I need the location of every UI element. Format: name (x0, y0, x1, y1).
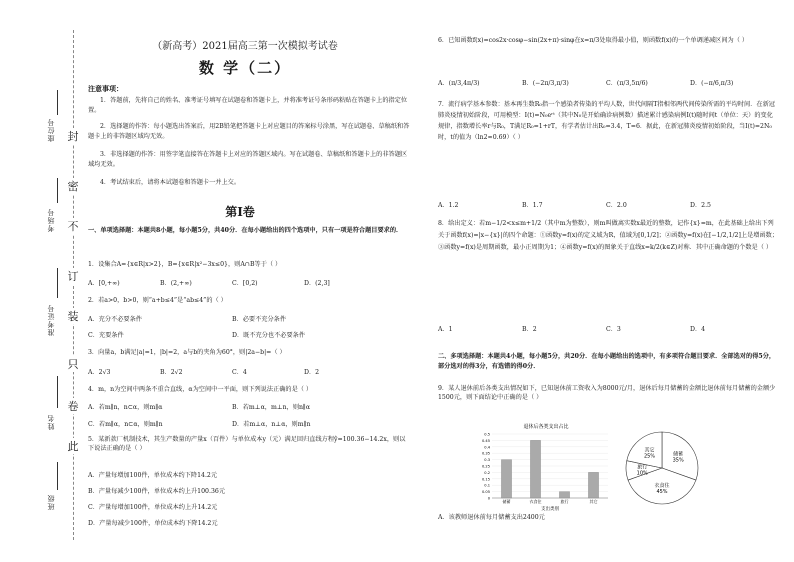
option-a: A．[0,+∞) (88, 280, 120, 287)
x-tick-label: 旅行 (560, 499, 569, 504)
y-tick-label: 0 (487, 496, 490, 501)
option-a: A．2√3 (88, 369, 111, 376)
chart-xlabel: 支出类别 (541, 507, 559, 512)
binding-dashed-line (73, 30, 74, 540)
x-tick-label: 衣食住 (529, 499, 542, 504)
y-tick-label: 0.35 (481, 451, 490, 456)
option-b: B．若m⊥α，m⊥n，则n∥α (232, 404, 311, 411)
y-tick-label: 0.5 (484, 432, 490, 437)
question-stem: 9．某人退休前后各类支出情况如下，已知退休前工资收入为8000元/月，退休后每月储蓄的金额比退休前每月储蓄的金额少1500元，则下面结论中正确的是（ ） (438, 385, 776, 402)
y-tick-label: 0.1 (484, 483, 490, 488)
y-tick-label: 0.15 (481, 477, 490, 482)
y-tick-label: 0.45 (481, 438, 490, 443)
pie-slice-label: 衣食住 (654, 482, 670, 489)
exam-subject: 数 学（二） (198, 59, 292, 77)
question-stem: 4．m，n为空间中两条不重合直线，α为空间中一平面，则下列说法正确的是（ ） (88, 386, 313, 393)
option-c: C．3 (606, 326, 621, 333)
y-tick-label: 0.05 (481, 490, 490, 495)
question-stem: 3．向量a，b满足|a|=1，|b|=2，a与b的夹角为60°，则|2a−b|=（ ） (88, 349, 286, 356)
option-c: C．若m∥α，n⊂α，则m∥n (88, 421, 163, 428)
option-c: C．产量每增加100件，单位成本约上升14.2元 (88, 504, 218, 511)
y-tick-label: 0.2 (484, 470, 490, 475)
y-tick-label: 0.25 (481, 464, 490, 469)
option-d: D．若m⊥α，n⊥α，则m∥n (232, 421, 311, 428)
section-juan-heading: 第Ⅰ卷 (225, 205, 255, 219)
option-b: B．2 (522, 326, 537, 333)
option-a: A．产量每增加100件，单位成本约下降14.2元 (88, 472, 218, 479)
seal-char: 订 (63, 268, 83, 284)
section2-heading: 二、多项选择题：本题共4小题，每小题5分，共20分．在每小题给出的选项中，有多项符合题目要求．全部选对的得5分，部分选对的得3分，有选错的得0分． (438, 353, 776, 370)
question-stem: 2．若a>0，b>0，则“a+b≤4”是“ab≤4”的（ ） (88, 297, 227, 304)
field-line (57, 376, 58, 408)
option-b: B．(−2π/3,π/3) (522, 80, 569, 87)
x-tick-label: 储蓄 (502, 499, 511, 504)
pie-slice-label: 旅行 (637, 464, 648, 471)
field-admission-ticket: 准考证号 (47, 304, 55, 336)
note-item: 2．选择题的作答：每小题选出答案后，用2B铅笔把答题卡上对应题目的答案标号涂黑，写在试题卷、草稿纸和答题卡上的非答题区域均无效。 (88, 123, 410, 140)
bar (588, 472, 598, 498)
seal-char: 密 (63, 178, 83, 194)
option-a: A．该教师退休前每月储蓄支出2400元 (438, 514, 545, 521)
option-c: C．(π/3,5π/6) (606, 80, 648, 87)
option-d: D．既不充分也不必要条件 (232, 332, 306, 339)
notes-heading: 注意事项： (88, 84, 123, 93)
option-b: B．(2,+∞) (160, 280, 192, 287)
option-d: D．(2,3] (304, 280, 330, 287)
question-stem: 5．某新款厂机制技术，其生产数量的产量x（百件）与单位成本y（元）满足回归直线方程ŷ=100.36−14.2x，则以下说法正确的是（ ） (88, 436, 406, 453)
field-class: 班级 (47, 494, 55, 510)
x-tick-label: 其它 (589, 499, 598, 504)
field-line (57, 268, 58, 298)
seal-char: 只 (63, 356, 83, 372)
field-line (57, 90, 58, 115)
option-d: D．4 (690, 326, 706, 333)
seal-char: 封 (63, 128, 83, 144)
exam-title: （新高考）2021届高三第一次模拟考试卷 (152, 41, 338, 52)
option-b: B．必要不充分条件 (232, 316, 287, 323)
bar (559, 492, 569, 498)
note-item: 4．考试结束后，请将本试题卷和答题卡一并上交。 (100, 179, 241, 186)
option-d: D．2 (304, 369, 320, 376)
binding-margin (0, 0, 82, 562)
field-exam-room: 考场号 (47, 208, 55, 232)
option-b: B．2√2 (160, 369, 183, 376)
option-a: A．若m∥n，n⊂α，则m∥α (88, 404, 163, 411)
bar-chart (468, 420, 618, 512)
seal-char: 装 (63, 308, 83, 324)
question-stem: 8．给出定义：若m−1/2<x≤m+1/2（其中m为整数），则m叫做离实数x最近的整数，记作{x}=m，在此基础上给出下列关于函数f(x)=|x−{x}|的四个命题：①函数y=f(x)的定义域为R，值域为[0,1/2]；②函数y=f(x)在[−1/2,1/2]上是增函数；③函数y=f(x)是周期函数，最小正周期为1；④函数y=f(x)的图象关于直线x=k/2(k∈Z)对称．其中正确命题的个数是（ ） (438, 220, 779, 252)
field-name: 姓名 (47, 414, 55, 430)
pie-chart (622, 428, 702, 508)
question-stem: 7．流行病学基本参数：基本再生数R₀指一个感染者传染的平均人数，世代间隔T指相邻两代间传染所需的平均时间．在新冠肺炎疫情初始阶段，可用模型：I(t)=N₀eʳᵗ（其中N₀是开始确诊病例数）描述累计感染病例I(t)随时间t（单位：天）的变化规律，指数增长率r与R₀，T满足R₀=1+rT，有学者估计出R₀=3.4，T=6．据此，在新冠肺炎疫情初始阶段，当I(t)=2N₀时，t的值为（ln2≈0.69）（ ） (438, 101, 775, 141)
bar (530, 440, 540, 498)
option-c: C．[0,2) (232, 280, 258, 287)
note-item: 3．非选择题的作答：用签字笔直接答在答题卡上对应的答题区域内。写在试题卷、草稿纸和答题卡上的非答题区域均无效。 (88, 151, 408, 168)
option-a: A．(π/3,4π/3) (438, 80, 480, 87)
option-b: B．产量每减少100件，单位成本约上升100.36元 (88, 488, 226, 495)
pie-slice-value: 10% (636, 470, 648, 477)
chart-title: 退休后各类支出占比 (523, 424, 569, 430)
option-c: C．充要条件 (88, 332, 124, 339)
pie-slice-value: 25% (643, 453, 656, 460)
option-c: C．4 (232, 369, 247, 376)
note-item: 1．答题前，先将自己的姓名、准考证号填写在试题卷和答题卡上，并将准考证号条形码粘贴在答题卡上的指定位置。 (88, 97, 408, 114)
option-d: D．(−π/6,π/3) (690, 80, 734, 87)
question-stem: 1．设集合A={x∈R|x>2}，B={x∈R|x²−3x≤0}，则A∩B等于（ ） (88, 261, 282, 268)
option-a: A．1.2 (438, 202, 459, 209)
y-tick-label: 0.4 (484, 445, 490, 450)
y-tick-label: 0.3 (484, 458, 490, 463)
option-a: A．充分不必要条件 (88, 316, 142, 323)
field-seat-number: 座位号 (47, 118, 55, 142)
pie-slice-label: 储蓄 (673, 451, 684, 458)
bar (501, 460, 511, 498)
field-line (57, 462, 58, 490)
pie-slice-value: 45% (656, 488, 668, 495)
option-d: D．2.5 (690, 202, 711, 209)
section1-heading: 一、单项选择题：本题共8小题，每小题5分，共40分．在每小题给出的四个选项中，只有一项是符合题目要求的． (88, 227, 403, 234)
option-d: D．产量每减少100件，单位成本约下降14.2元 (88, 520, 218, 527)
seal-char: 此 (63, 438, 83, 454)
field-line (57, 178, 58, 203)
seal-char: 卷 (63, 398, 83, 414)
pie-slice-value: 35% (672, 457, 684, 464)
question-stem: 6．已知函数f(x)=cos2x·cosφ−sin(2x+π)·sinφ在x=π/3处取得最小值，则函数f(x)的一个单调递减区间为（ ） (438, 37, 749, 44)
option-c: C．2.0 (606, 202, 627, 209)
pie-slice-label: 其它 (644, 447, 655, 454)
option-b: B．1.7 (522, 202, 543, 209)
seal-char: 不 (63, 218, 83, 234)
option-a: A．1 (438, 326, 453, 333)
